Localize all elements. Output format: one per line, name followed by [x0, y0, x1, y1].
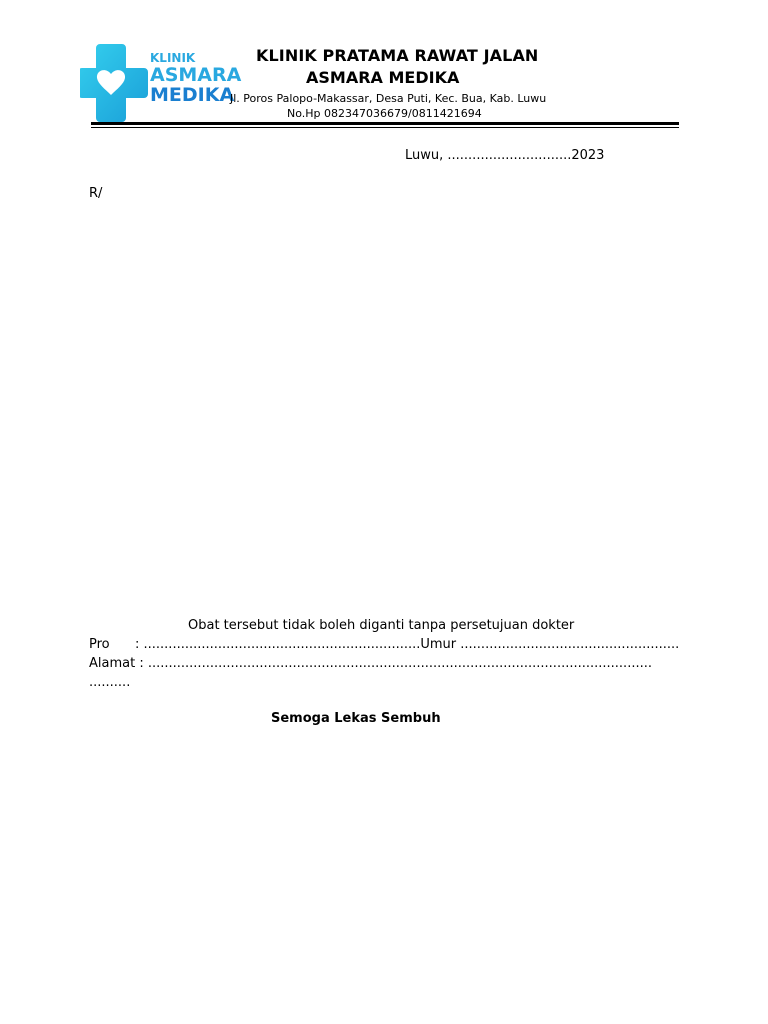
patient-address-line: Alamat : ..........................................................................................................................: [89, 656, 652, 671]
pro-value: : ...................................................................Umur .....................................................: [135, 637, 680, 652]
logo-text-medika: MEDIKA: [150, 84, 235, 106]
clinic-address: Jl. Poros Palopo-Makassar, Desa Puti, Kec. Bua, Kab. Luwu: [230, 92, 547, 105]
prescription-label: R/: [89, 186, 103, 201]
medical-cross-heart-icon: [80, 40, 150, 124]
date-line: Luwu, ..............................2023: [405, 148, 605, 163]
logo-text-asmara: ASMARA: [150, 64, 242, 86]
clinic-logo: [80, 40, 242, 124]
pro-label: Pro: [89, 637, 110, 652]
header-divider-thin: [91, 127, 679, 128]
substitution-note: Obat tersebut tidak boleh diganti tanpa persetujuan dokter: [188, 618, 575, 633]
clinic-title-line2: ASMARA MEDIKA: [306, 68, 460, 87]
closing-wish: Semoga Lekas Sembuh: [271, 711, 441, 726]
clinic-phone: No.Hp 082347036679/0811421694: [287, 107, 482, 120]
logo-text-klinik: KLINIK: [150, 51, 196, 65]
clinic-title-line1: KLINIK PRATAMA RAWAT JALAN: [256, 46, 539, 65]
patient-address-line-continued: ..........: [89, 675, 131, 690]
patient-pro-line: [89, 637, 679, 652]
header-divider-thick: [91, 122, 679, 125]
